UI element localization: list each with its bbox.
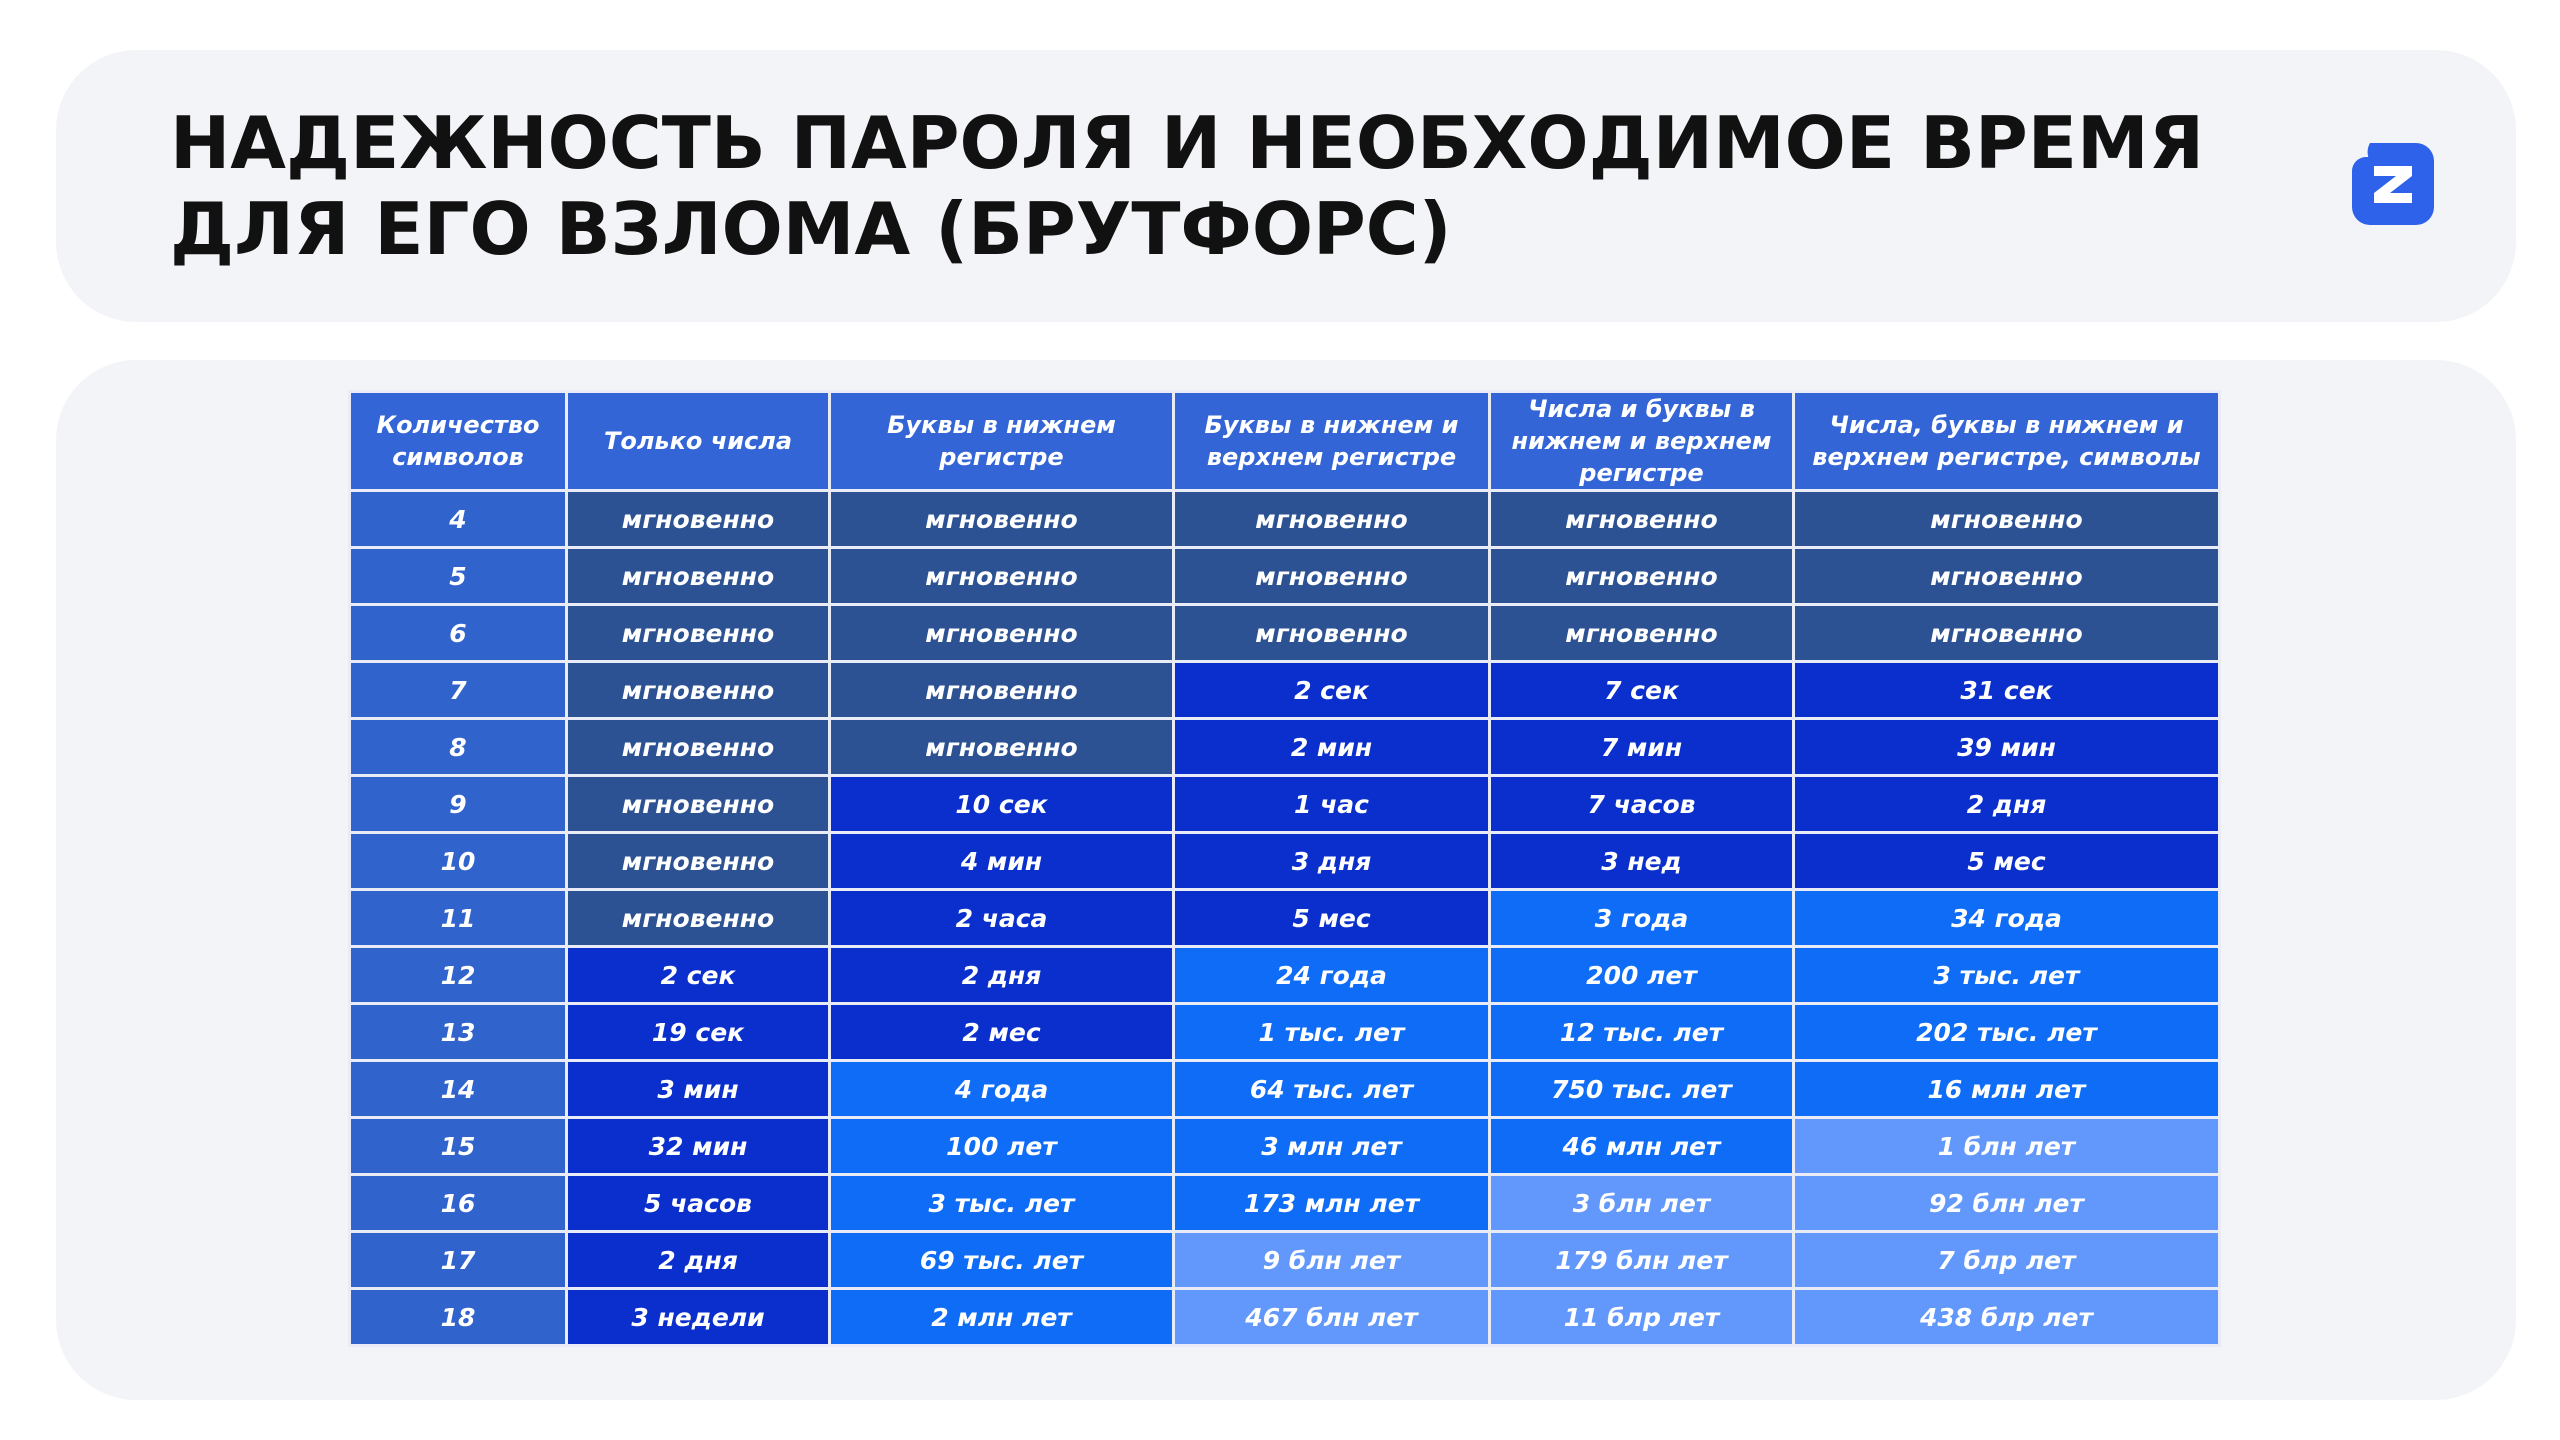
header-mixed-case: Буквы в нижнем и верхнем регистре: [1174, 392, 1490, 491]
time-cell: 3 мин: [567, 1061, 830, 1118]
time-cell: 100 лет: [830, 1118, 1174, 1175]
time-cell: 2 мин: [1174, 719, 1490, 776]
time-cell: 7 мин: [1490, 719, 1794, 776]
time-cell: 11 блр лет: [1490, 1289, 1794, 1346]
time-cell: 173 млн лет: [1174, 1175, 1490, 1232]
length-cell: 10: [350, 833, 567, 890]
time-cell: мгновенно: [567, 491, 830, 548]
time-cell: 3 млн лет: [1174, 1118, 1490, 1175]
length-cell: 11: [350, 890, 567, 947]
header-digits-only: Только числа: [567, 392, 830, 491]
time-cell: мгновенно: [1174, 605, 1490, 662]
table-row: [350, 833, 2220, 890]
page-title-line-2: ДЛЯ ЕГО ВЗЛОМА (БРУТФОРС): [170, 187, 1452, 271]
time-cell: 2 часа: [830, 890, 1174, 947]
time-cell: 24 года: [1174, 947, 1490, 1004]
time-cell: 2 дня: [567, 1232, 830, 1289]
time-cell: 19 сек: [567, 1004, 830, 1061]
time-cell: 3 дня: [1174, 833, 1490, 890]
table-row: [350, 1175, 2220, 1232]
time-cell: мгновенно: [567, 890, 830, 947]
time-cell: 92 блн лет: [1794, 1175, 2220, 1232]
time-cell: 7 часов: [1490, 776, 1794, 833]
length-cell: 13: [350, 1004, 567, 1061]
length-cell: 8: [350, 719, 567, 776]
length-cell: 6: [350, 605, 567, 662]
length-cell: 9: [350, 776, 567, 833]
time-cell: мгновенно: [830, 491, 1174, 548]
time-cell: мгновенно: [830, 548, 1174, 605]
time-cell: мгновенно: [1794, 605, 2220, 662]
time-cell: 5 часов: [567, 1175, 830, 1232]
time-cell: мгновенно: [830, 719, 1174, 776]
time-cell: 10 сек: [830, 776, 1174, 833]
table-row: [350, 605, 2220, 662]
time-cell: 5 мес: [1174, 890, 1490, 947]
time-cell: 9 блн лет: [1174, 1232, 1490, 1289]
length-cell: 14: [350, 1061, 567, 1118]
page-title-line-1: НАДЕЖНОСТЬ ПАРОЛЯ И НЕОБХОДИМОЕ ВРЕМЯ: [170, 101, 2205, 185]
time-cell: 34 года: [1794, 890, 2220, 947]
time-cell: 2 сек: [567, 947, 830, 1004]
table-row: [350, 548, 2220, 605]
length-cell: 5: [350, 548, 567, 605]
time-cell: 12 тыс. лет: [1490, 1004, 1794, 1061]
table-row: [350, 1004, 2220, 1061]
length-cell: 18: [350, 1289, 567, 1346]
table-row: [350, 491, 2220, 548]
time-cell: 3 тыс. лет: [830, 1175, 1174, 1232]
time-cell: 1 час: [1174, 776, 1490, 833]
table-row: [350, 947, 2220, 1004]
time-cell: мгновенно: [567, 833, 830, 890]
time-cell: 1 тыс. лет: [1174, 1004, 1490, 1061]
time-cell: 3 тыс. лет: [1794, 947, 2220, 1004]
table-row: [350, 662, 2220, 719]
time-cell: мгновенно: [567, 719, 830, 776]
z-logo-icon: [2352, 143, 2434, 225]
header-digits-mixed-case-symbols: Числа, буквы в нижнем и верхнем регистре, символы: [1794, 392, 2220, 491]
bruteforce-table: [348, 390, 2221, 1347]
time-cell: 32 мин: [567, 1118, 830, 1175]
time-cell: 1 блн лет: [1794, 1118, 2220, 1175]
time-cell: 200 лет: [1490, 947, 1794, 1004]
time-cell: мгновенно: [567, 662, 830, 719]
time-cell: мгновенно: [1794, 491, 2220, 548]
time-cell: 750 тыс. лет: [1490, 1061, 1794, 1118]
time-cell: 3 недели: [567, 1289, 830, 1346]
table-row: [350, 719, 2220, 776]
time-cell: 3 блн лет: [1490, 1175, 1794, 1232]
table-row: [350, 776, 2220, 833]
time-cell: мгновенно: [567, 605, 830, 662]
time-cell: 69 тыс. лет: [830, 1232, 1174, 1289]
time-cell: мгновенно: [1490, 548, 1794, 605]
table-row: [350, 1061, 2220, 1118]
time-cell: 202 тыс. лет: [1794, 1004, 2220, 1061]
time-cell: 39 мин: [1794, 719, 2220, 776]
time-cell: 46 млн лет: [1490, 1118, 1794, 1175]
time-cell: мгновенно: [1490, 491, 1794, 548]
time-cell: мгновенно: [567, 776, 830, 833]
time-cell: мгновенно: [567, 548, 830, 605]
time-cell: 2 дня: [1794, 776, 2220, 833]
length-cell: 15: [350, 1118, 567, 1175]
time-cell: 438 блр лет: [1794, 1289, 2220, 1346]
time-cell: 4 года: [830, 1061, 1174, 1118]
time-cell: мгновенно: [830, 662, 1174, 719]
time-cell: мгновенно: [1794, 548, 2220, 605]
header-lowercase: Буквы в нижнем регистре: [830, 392, 1174, 491]
time-cell: 4 мин: [830, 833, 1174, 890]
time-cell: 2 млн лет: [830, 1289, 1174, 1346]
time-cell: 467 блн лет: [1174, 1289, 1490, 1346]
time-cell: 179 блн лет: [1490, 1232, 1794, 1289]
table-row: [350, 1289, 2220, 1346]
time-cell: 31 сек: [1794, 662, 2220, 719]
time-cell: 7 сек: [1490, 662, 1794, 719]
page-title: [170, 100, 2204, 272]
length-cell: 17: [350, 1232, 567, 1289]
table-row: [350, 890, 2220, 947]
time-cell: 16 млн лет: [1794, 1061, 2220, 1118]
time-cell: 2 дня: [830, 947, 1174, 1004]
time-cell: 7 блр лет: [1794, 1232, 2220, 1289]
time-cell: 3 года: [1490, 890, 1794, 947]
length-cell: 12: [350, 947, 567, 1004]
length-cell: 16: [350, 1175, 567, 1232]
time-cell: 5 мес: [1794, 833, 2220, 890]
table-row: [350, 1232, 2220, 1289]
time-cell: мгновенно: [1490, 605, 1794, 662]
length-cell: 4: [350, 491, 567, 548]
time-cell: мгновенно: [1174, 548, 1490, 605]
time-cell: 3 нед: [1490, 833, 1794, 890]
table-header-row: [350, 392, 2220, 491]
time-cell: 2 мес: [830, 1004, 1174, 1061]
length-cell: 7: [350, 662, 567, 719]
time-cell: мгновенно: [830, 605, 1174, 662]
time-cell: мгновенно: [1174, 491, 1490, 548]
time-cell: 64 тыс. лет: [1174, 1061, 1490, 1118]
header-length: Количество символов: [350, 392, 567, 491]
header-digits-mixed-case: Числа и буквы в нижнем и верхнем регистре: [1490, 392, 1794, 491]
table-row: [350, 1118, 2220, 1175]
time-cell: 2 сек: [1174, 662, 1490, 719]
